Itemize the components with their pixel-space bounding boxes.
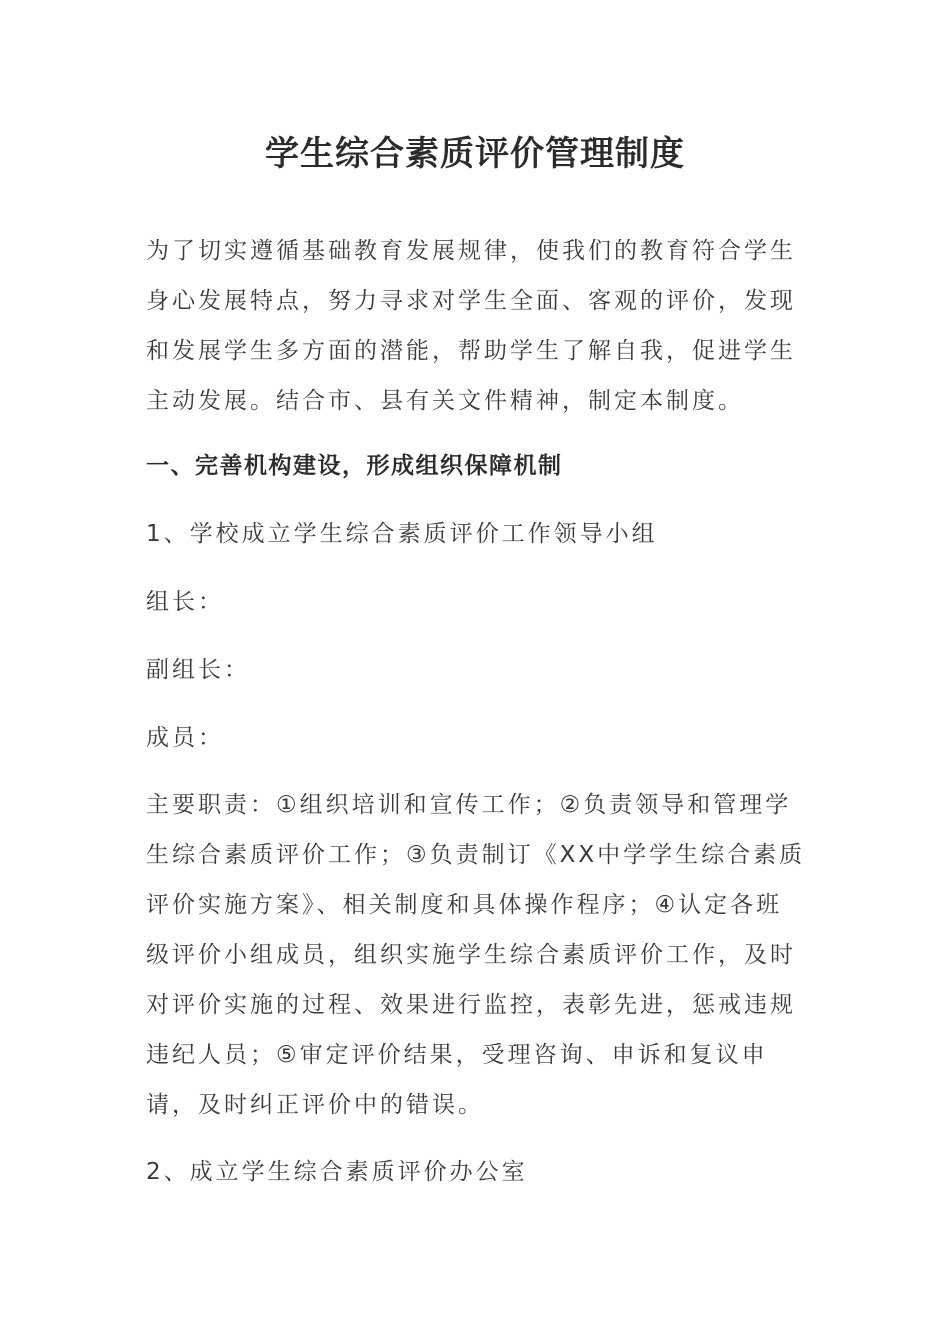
intro-paragraph: 为了切实遵循基础教育发展规律，使我们的教育符合学生身心发展特点，努力寻求对学生全面、客观的评价，发现和发展学生多方面的潜能，帮助学生了解自我，促进学生主动发展。结合市、县有关文件精神，制定本制度。 (146, 238, 796, 414)
item-2-text: 2、成立学生综合素质评价办公室 (146, 1159, 528, 1185)
members-label: 成员： (146, 725, 224, 751)
leader-label: 组长： (146, 589, 224, 615)
deputy-leader-label: 副组长： (146, 657, 250, 683)
item-1-text: 1、学校成立学生综合素质评价工作领导小组 (146, 521, 658, 547)
document-title: 学生综合素质评价管理制度 (265, 134, 685, 174)
duties-paragraph: 主要职责：①组织培训和宣传工作；②负责领导和管理学生综合素质评价工作；③负责制订《XX中学学生综合素质评价实施方案》、相关制度和具体操作程序；④认定各班级评价小组成员，组织实施学生综合素质评价工作，及时对评价实施的过程、效果进行监控，表彰先进，惩戒违规违纪人员；⑤审定评价结果，受理咨询、申诉和复议申请，及时纠正评价中的错误。 (146, 792, 806, 1118)
section-heading-1: 一、完善机构建设，形成组织保障机制 (146, 453, 563, 479)
